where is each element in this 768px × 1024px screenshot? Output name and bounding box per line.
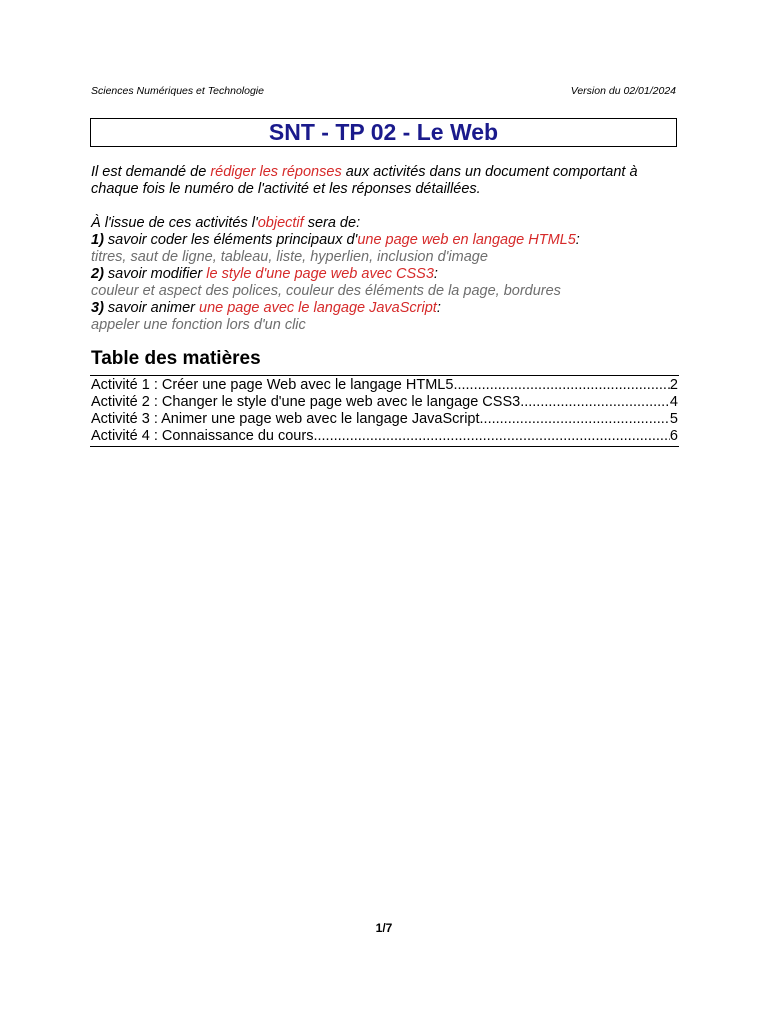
objective-2-number: 2) — [91, 266, 104, 282]
objective-2-detail: couleur et aspect des polices, couleur des éléments de la page, bordures — [91, 283, 561, 299]
objective-1-detail: titres, saut de ligne, tableau, liste, hyperlien, inclusion d'image — [91, 249, 488, 265]
toc-entry-page[interactable]: 6 — [669, 428, 678, 444]
header-left-text: Sciences Numériques et Technologie — [91, 85, 264, 97]
objective-1-highlight: une page web en langage HTML5 — [357, 232, 576, 248]
objectives-lead-highlight: objectif — [257, 215, 304, 231]
toc-entry[interactable] — [91, 394, 678, 411]
page-title: SNT - TP 02 - Le Web — [268, 119, 499, 145]
toc-top-rule — [90, 375, 679, 376]
objective-3 — [91, 300, 681, 317]
toc-entry-label[interactable]: Activité 3 : Animer une page web avec le langage JavaScript — [91, 411, 480, 427]
table-of-contents — [91, 377, 678, 445]
toc-entry[interactable] — [91, 428, 678, 445]
objective-1-text-a: savoir coder les éléments principaux d' — [103, 232, 358, 248]
objective-2-text-b: : — [433, 266, 438, 282]
intro-paragraph — [91, 164, 681, 198]
objective-2 — [91, 266, 681, 283]
toc-entry-page[interactable]: 2 — [669, 377, 678, 393]
toc-entry-label[interactable]: Activité 4 : Connaissance du cours — [91, 428, 314, 444]
toc-leader-dots — [453, 377, 669, 394]
objective-1 — [91, 232, 681, 249]
intro-highlight: rédiger les réponses — [210, 164, 342, 180]
toc-entry-page[interactable]: 4 — [669, 394, 678, 410]
toc-leader-dots — [313, 428, 669, 445]
objectives-lead-a: À l'issue de ces activités l' — [91, 215, 258, 231]
toc-entry[interactable] — [91, 377, 678, 394]
objective-3-number: 3) — [91, 300, 104, 316]
objective-3-detail: appeler une fonction lors d'un clic — [91, 317, 306, 333]
intro-text-a: Il est demandé de — [91, 164, 211, 180]
objectives-lead — [91, 215, 681, 232]
intro-text-b: aux activités dans un document comportant à chaque fois le numéro de l'activité et les réponses détaillées. — [91, 164, 638, 197]
objectives-block — [91, 215, 681, 334]
toc-leader-dots — [480, 411, 670, 428]
objective-3-text-a: savoir animer — [103, 300, 199, 316]
toc-entry[interactable] — [91, 411, 678, 428]
page-number: 1/7 — [375, 921, 393, 935]
objective-1-text-b: : — [575, 232, 580, 248]
toc-entry-label[interactable]: Activité 1 : Créer une page Web avec le langage HTML5 — [91, 377, 454, 393]
objective-3-highlight: une page avec le langage JavaScript — [199, 300, 437, 316]
objective-2-text-a: savoir modifier — [103, 266, 207, 282]
toc-leader-dots — [520, 394, 670, 411]
objectives-lead-b: sera de: — [303, 215, 361, 231]
objective-3-text-b: : — [436, 300, 441, 316]
toc-entry-page[interactable]: 5 — [669, 411, 678, 427]
title-box — [90, 118, 677, 147]
header-right-text: Version du 02/01/2024 — [570, 85, 676, 97]
objective-2-highlight: le style d'une page web avec CSS3 — [206, 266, 434, 282]
toc-entry-label[interactable]: Activité 2 : Changer le style d'une page web avec le langage CSS3 — [91, 394, 521, 410]
toc-title: Table des matières — [91, 348, 261, 369]
objective-1-number: 1) — [91, 232, 104, 248]
toc-bottom-rule — [90, 446, 679, 447]
